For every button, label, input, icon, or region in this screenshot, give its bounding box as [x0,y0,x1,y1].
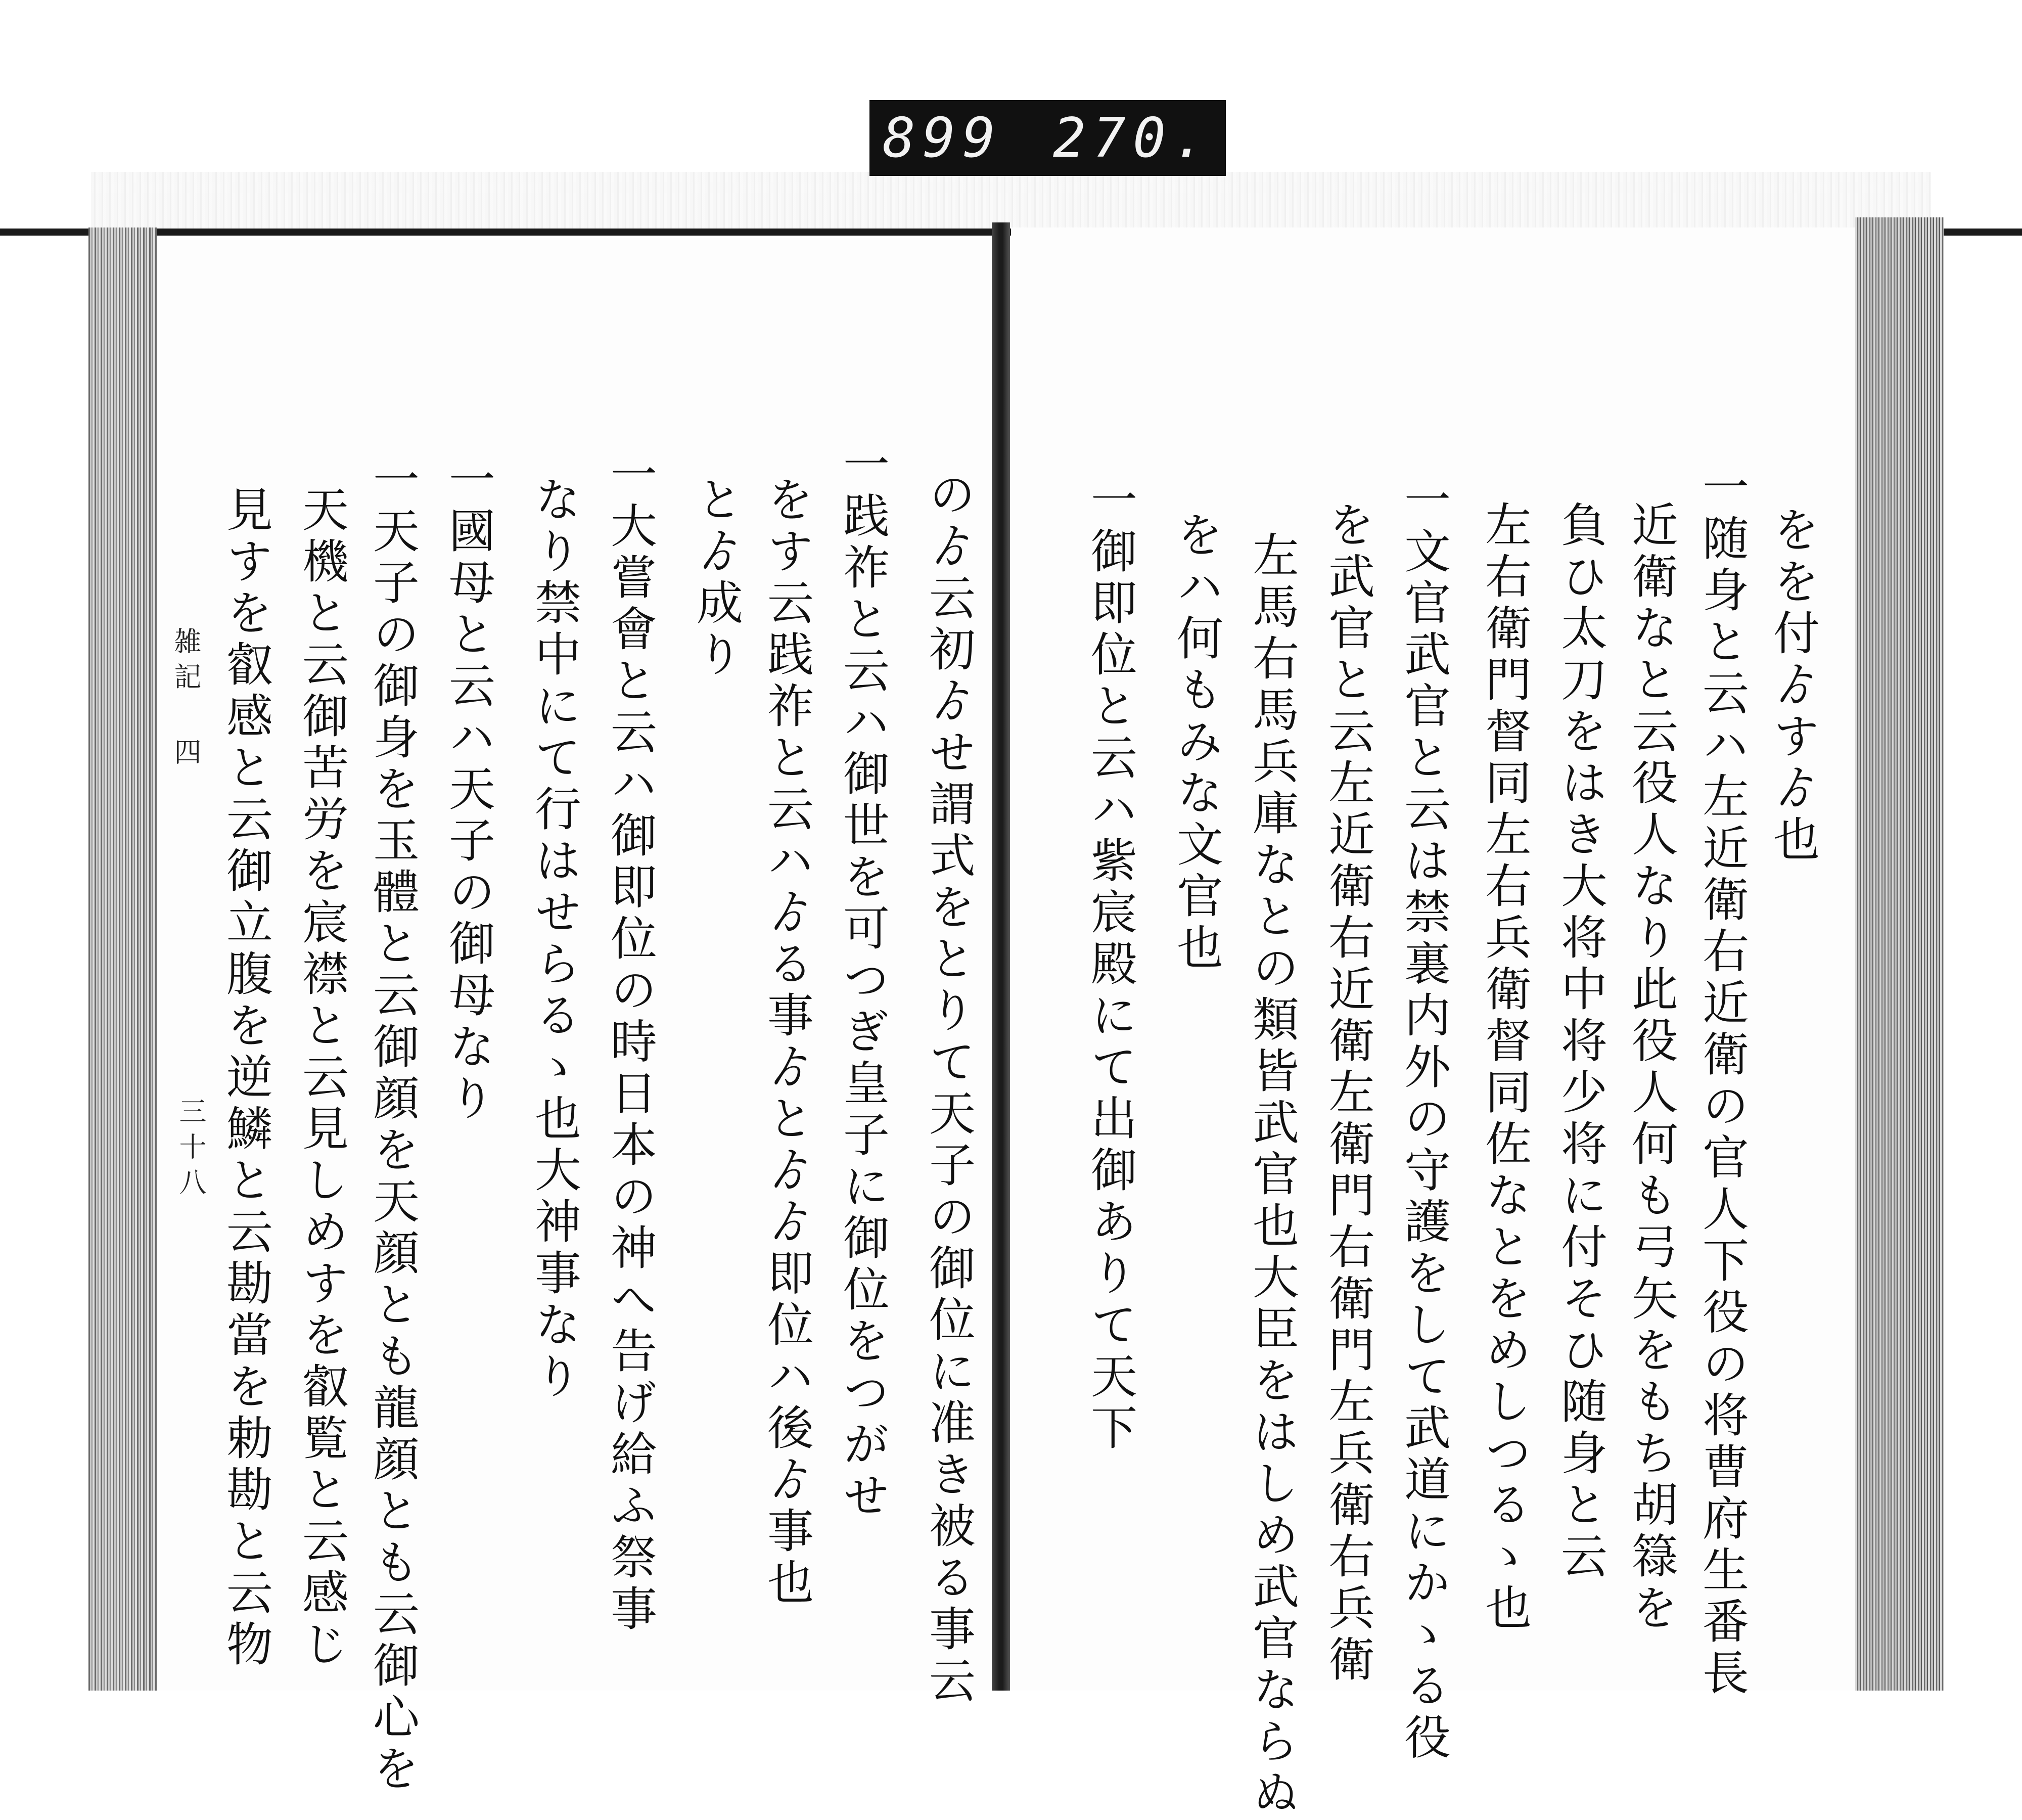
top-speckle-band [91,172,1931,229]
right-column-7: を武官と云左近衛右近衛左衛門右衛門左兵衛右兵衛 [1321,500,1375,1687]
counter-right-number: 270. [1052,106,1213,170]
running-head: 雑記 四 [170,627,202,773]
left-column-6: なり禁中にて行はせらるゝ也大神事なり [527,475,581,1403]
right-column-2: 一随身と云ハ左近衛右近衛の官人下役の将曹府生番長 [1695,463,1749,1700]
frame-counter [869,100,1226,176]
page-number: 三十八 [175,1097,207,1203]
right-page-edge [1855,217,1944,1691]
right-column-5: 左右衛門督同左右兵衛督同佐なとをめしつるゝ也 [1478,500,1532,1635]
left-column-4: とゟ成り [689,475,743,681]
right-column-8: 左馬右馬兵庫なとの類皆武官也大臣をはしめ武官ならぬ [1245,531,1299,1820]
right-column-10: 一御即位と云ハ紫宸殿にて出御ありて天下 [1083,475,1137,1455]
left-column-7: 一國母と云ハ天子の御母なり [441,455,495,1125]
right-column-1: をを付ゟすゟ也 [1766,506,1820,867]
left-column-9: 天機と云御苦労を宸襟と云見しめすを叡覧と云感じ [295,485,349,1671]
left-column-5: 一大嘗會と云ハ御即位の時日本の神へ告げ給ふ祭事 [603,450,657,1636]
right-column-6: 一文官武官と云は禁裏内外の守護をして武道にかゝる役 [1397,475,1451,1764]
left-column-2: 一践祚と云ハ御世を可つぎ皇子に御位をつがせ [836,440,890,1523]
right-column-3: 近衛なと云役人なり此役人何も弓矢をもち胡簶を [1624,500,1678,1635]
right-column-4: 負ひ太刀をはき大将中将少将に付そひ随身と云 [1553,500,1607,1583]
left-page-edge [88,228,157,1691]
counter-left-number: 899 [883,106,1003,170]
left-column-8: 一天子の御身を玉體と云御顔を天顔とも龍顔とも云御心を [365,455,420,1796]
left-column-10: 見すを叡感と云御立腹を逆鱗と云勘當を勅勘と云物 [219,485,273,1671]
right-column-9: をハ何もみな文官也 [1169,511,1223,975]
left-column-1: のゟ云初ゟせ謂式をとりて天子の御位に准き被る事云 [922,470,976,1708]
book-gutter [992,222,1010,1691]
left-column-3: をす云践祚と云ハゟる事ゟとゟゟ即位ハ後ゟ事也 [760,475,814,1610]
